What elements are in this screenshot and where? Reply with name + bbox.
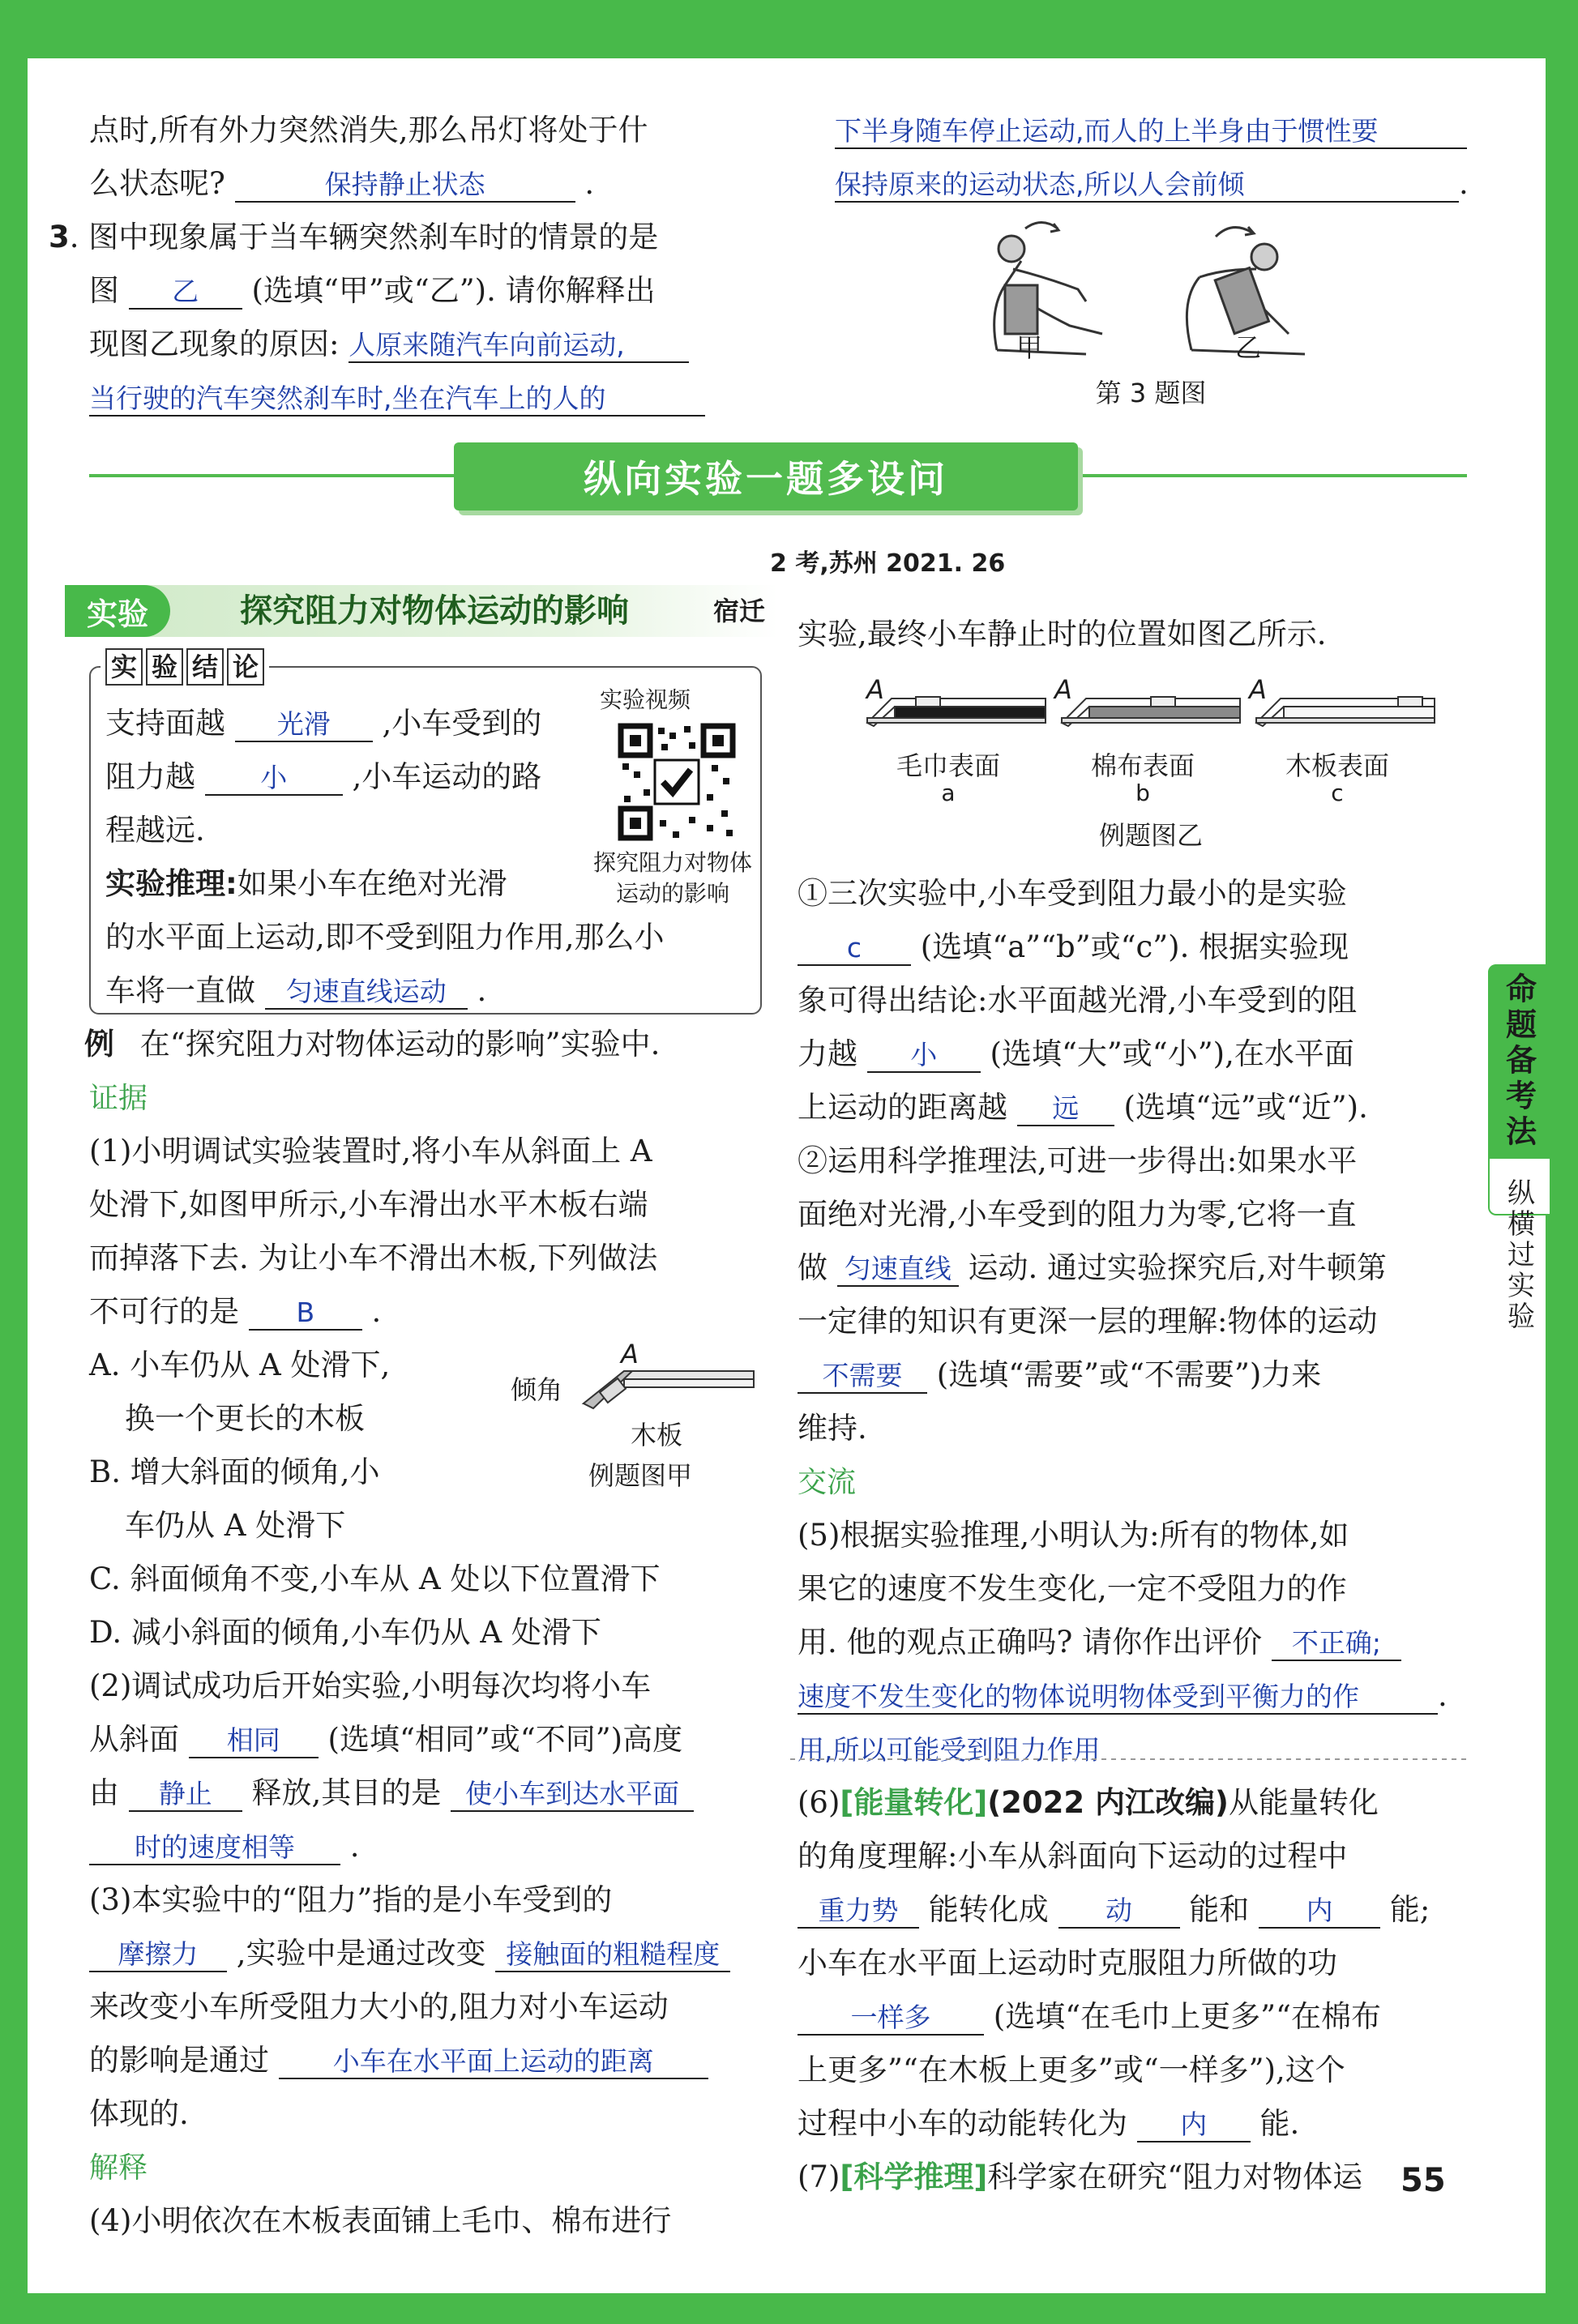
answer-blank: 当行驶的汽车突然刹车时,坐在汽车上的人的 <box>89 382 705 417</box>
explain-label: 解释 <box>89 2151 148 2185</box>
text-line <box>835 104 1475 157</box>
example-label: 例 <box>84 1027 114 1062</box>
answer-blank: 摩擦力 <box>89 1938 227 1972</box>
figure-angle-label: 倾角 <box>510 1374 562 1405</box>
answer-blank: 光滑 <box>235 708 373 742</box>
text-line: 一定律的知识有更深一层的理解:物体的运动 <box>798 1304 1378 1339</box>
example-figure-yi <box>859 682 1443 739</box>
text-line: (7)[科学推理]科学家在研究“阻力对物体运 <box>798 2160 1363 2194</box>
text-line: 实验,最终小车静止时的位置如图乙所示. <box>798 617 1327 651</box>
heading-char: 实 <box>105 648 143 686</box>
label-a: a <box>941 780 956 806</box>
label-b: b <box>1135 780 1150 806</box>
answer-blank: B <box>249 1297 362 1331</box>
figure-point-a: A <box>866 674 884 705</box>
text-line: (5)根据实验推理,小明认为:所有的物体,如 <box>798 1518 1349 1553</box>
qr-label-top: 实验视频 <box>600 686 691 713</box>
text-line: 图 乙 (选填“甲”或“乙”). 请你解释出 <box>89 273 656 308</box>
question-3: 3. 图中现象属于当车辆突然刹车时的情景的是 <box>49 220 659 254</box>
text-line: 实验推理:如果小车在绝对光滑 <box>105 866 507 901</box>
figure-caption-yi: 例题图乙 <box>1098 820 1203 851</box>
text-line: 力越 小 (选填“大”或“小”),在水平面 <box>798 1036 1354 1071</box>
answer-blank: 远 <box>1017 1092 1114 1126</box>
answer-blank: c <box>798 932 911 966</box>
qr-code-icon[interactable] <box>616 721 738 843</box>
top-right-section <box>835 104 1475 211</box>
text-line: c (选填“a”“b”或“c”). 根据实验现 <box>798 921 1470 974</box>
energy-tag: [能量转化] <box>840 1785 988 1820</box>
section-banner <box>454 442 1078 511</box>
answer-blank: 接触面的粗糙程度 <box>495 1938 730 1972</box>
example-section <box>84 1018 762 2248</box>
label-towel: 毛巾表面 <box>896 750 1000 781</box>
label-wood: 木板表面 <box>1285 750 1389 781</box>
surface-cotton <box>1062 697 1240 726</box>
text-line: 上运动的距离越 远 (选填“远”或“近”). <box>798 1090 1368 1125</box>
left-green-border <box>0 0 28 2324</box>
science-tag: [科学推理] <box>840 2160 988 2194</box>
answer-blank: 下半身随车停止运动,而人的上半身由于惯性要 <box>835 115 1467 149</box>
text-line: 的水平面上运动,即不受到阻力作用,那么小 <box>105 920 665 955</box>
text-line: 维持. <box>798 1411 867 1446</box>
right-green-border <box>1546 0 1578 2324</box>
figure-person-jia <box>994 223 1102 355</box>
text-line: 从斜面 相同 (选填“相同”或“不同”)高度 <box>89 1722 683 1757</box>
answer-blank: 用,所以可能受到阻力作用 <box>798 1734 1101 1766</box>
question-number: 3 <box>49 220 70 254</box>
answer-blank: 小 <box>205 762 343 796</box>
answer-blank: 相同 <box>189 1724 319 1758</box>
side-tab-primary: 命题备考法 <box>1488 964 1550 1159</box>
text-line: 现图乙现象的原因: 人原来随汽车向前运动, <box>89 318 762 371</box>
experiment-place: 宿迁 <box>713 596 766 626</box>
top-left-section <box>49 104 762 425</box>
right-intro <box>798 608 1470 661</box>
option-c: C. 斜面倾角不变,小车从 A 处以下位置滑下 <box>89 1561 661 1596</box>
text-line: 的影响是通过 小车在水平面上运动的距离 <box>89 2034 762 2087</box>
text-line: 不需要 (选填“需要”或“不需要”)力来 <box>798 1348 1470 1402</box>
text-line: 重力势 能转化成 动 能和 内 能; <box>798 1883 1470 1937</box>
experiment-title: 探究阻力对物体运动的影响 <box>240 592 629 630</box>
answer-blank: 重力势 <box>798 1895 919 1929</box>
answer-blank: 人原来随汽车向前运动, <box>349 329 689 363</box>
text-line: 处滑下,如图甲所示,小车滑出水平木板右端 <box>89 1187 648 1222</box>
answer-blank: 使小车到达水平面 <box>451 1778 694 1812</box>
text-line: 时的速度相等 . <box>89 1820 762 1873</box>
answer-blank: 不需要 <box>798 1360 927 1394</box>
text-line: 由 静止 释放,其目的是 使小车到达水平面 <box>89 1766 762 1820</box>
answer-blank: 匀速直线 <box>837 1253 959 1287</box>
banner-title: 纵向实验一题多设问 <box>584 457 948 501</box>
text-line: 点时,所有外力突然消失,那么吊灯将处于什 <box>89 113 648 147</box>
text-line: (4)小明依次在木板表面铺上毛巾、棉布进行 <box>89 2203 672 2238</box>
figure-point-a: A <box>1054 674 1072 705</box>
text-line: 的角度理解:小车从斜面向下运动的过程中 <box>798 1839 1348 1873</box>
option-b-cont: 车仍从 A 处滑下 <box>125 1508 346 1543</box>
page-number: 55 <box>1401 2162 1446 2199</box>
answer-blank: 匀速直线运动 <box>265 976 468 1010</box>
conclusion-heading <box>100 648 269 686</box>
label-cotton: 棉布表面 <box>1090 750 1195 781</box>
text-line: 体现的. <box>89 2096 189 2131</box>
text-line: 面绝对光滑,小车受到的阻力为零,它将一直 <box>798 1197 1357 1232</box>
answer-blank: 乙 <box>129 276 242 310</box>
heading-char: 论 <box>227 648 264 686</box>
answer-blank: 不正确; <box>1272 1627 1401 1661</box>
answer-blank: 一样多 <box>798 2001 984 2036</box>
surface-towel <box>867 697 1046 726</box>
text-line: 不可行的是 B . <box>89 1294 382 1329</box>
label-c: c <box>1331 780 1344 806</box>
answer-blank: 动 <box>1058 1895 1180 1929</box>
surface-wood <box>1256 697 1435 726</box>
text-line: (1)小明调试实验装置时,将小车从斜面上 A <box>89 1134 652 1168</box>
text-line: (3)本实验中的“阻力”指的是小车受到的 <box>89 1882 613 1917</box>
text-line: 过程中小车的动能转化为 内 能. <box>798 2106 1300 2141</box>
figure-label-jia: 甲 <box>1016 332 1042 363</box>
answer-blank: 保持原来的运动状态,所以人会前倾 <box>835 169 1459 203</box>
text-line: 速度不发生变化的物体说明物体受到平衡力的作 . <box>798 1678 1448 1713</box>
dashed-divider <box>790 1758 1471 1760</box>
heading-char: 结 <box>186 648 224 686</box>
side-tab-secondary: 纵横过实验 <box>1502 1178 1535 1332</box>
top-green-border <box>0 0 1578 58</box>
answer-blank: 速度不发生变化的物体说明物体受到平衡力的作 <box>798 1681 1438 1715</box>
answer-blank: 内 <box>1259 1895 1380 1929</box>
text-line: 做 匀速直线 运动. 通过实验探究后,对牛顿第 <box>798 1250 1387 1285</box>
option-b: B. 增大斜面的倾角,小 <box>89 1455 380 1489</box>
figure-point-a: A <box>621 1339 639 1369</box>
figure-board-label: 木板 <box>630 1420 682 1450</box>
right-questions <box>798 867 1470 2204</box>
text-line: 保持原来的运动状态,所以人会前倾 . <box>835 166 1469 201</box>
experiment-tag: 实验 <box>65 585 170 637</box>
text-line: 么状态呢? 保持静止状态 . <box>89 166 595 201</box>
text-line: 阻力越 小 ,小车运动的路 <box>105 759 542 794</box>
banner-line-left <box>89 474 454 477</box>
text-line: 车将一直做 匀速直线运动 . <box>105 973 487 1008</box>
figure-point-a: A <box>1249 674 1267 705</box>
text-line: 一样多 (选填“在毛巾上更多”“在棉布 <box>798 1990 1470 2044</box>
text-line: 果它的速度不发生变化,一定不受阻力的作 <box>798 1571 1347 1606</box>
figure-caption: 第 3 题图 <box>1095 378 1207 408</box>
option-a: A. 小车仍从 A 处滑下, <box>89 1348 391 1382</box>
text-line: (2)调试成功后开始实验,小明每次均将小车 <box>89 1668 652 1703</box>
figure-label-yi: 乙 <box>1234 332 1261 363</box>
text-line: 支持面越 光滑 ,小车受到的 <box>105 706 542 741</box>
qr-label-bottom: 探究阻力对物体运动的影响 <box>592 849 752 907</box>
text-line: ②运用科学推理法,可进一步得出:如果水平 <box>798 1143 1358 1178</box>
text-line <box>89 371 762 425</box>
example-intro: 例 在“探究阻力对物体运动的影响”实验中. <box>84 1027 661 1062</box>
answer-blank: 时的速度相等 <box>89 1831 340 1865</box>
exam-reference: 2 考,苏州 2021. 26 <box>770 549 1006 578</box>
heading-char: 验 <box>146 648 183 686</box>
bottom-green-border <box>0 2293 1578 2324</box>
evidence-label: 证据 <box>89 1082 148 1115</box>
text-line: 程越远. <box>105 813 205 848</box>
text-line: 上更多”“在木板上更多”或“一样多”),这个 <box>798 2053 1345 2087</box>
answer-blank: 保持静止状态 <box>235 169 575 203</box>
communicate-label: 交流 <box>798 1466 857 1499</box>
figure-caption-jia: 例题图甲 <box>588 1460 692 1491</box>
text-line: ①三次实验中,小车受到阻力最小的是实验 <box>798 876 1347 911</box>
answer-blank: 静止 <box>129 1778 242 1812</box>
text-line: 用. 他的观点正确吗? 请你作出评价 不正确; <box>798 1616 1470 1669</box>
answer-blank: 内 <box>1137 2108 1251 2142</box>
banner-line-right <box>1078 474 1467 477</box>
text-line: 摩擦力 ,实验中是通过改变 接触面的粗糙程度 <box>89 1927 762 1980</box>
text-line: 来改变小车所受阻力大小的,阻力对小车运动 <box>89 1989 669 2024</box>
answer-blank: 小车在水平面上运动的距离 <box>279 2045 708 2079</box>
answer-blank: 小 <box>867 1039 981 1073</box>
text-line: 小车在水平面上运动时克服阻力所做的功 <box>798 1946 1337 1980</box>
option-d: D. 减小斜面的倾角,小车仍从 A 处滑下 <box>89 1615 601 1650</box>
example-figure-jia <box>575 1355 762 1420</box>
text-line <box>798 1723 1470 1776</box>
text-line: (6)[能量转化](2022 内江改编)从能量转化 <box>798 1785 1379 1820</box>
option-a-cont: 换一个更长的木板 <box>125 1401 365 1436</box>
text-line: 象可得出结论:水平面越光滑,小车受到的阻 <box>798 983 1358 1018</box>
text-line: 而掉落下去. 为让小车不滑出木板,下列做法 <box>89 1241 658 1275</box>
